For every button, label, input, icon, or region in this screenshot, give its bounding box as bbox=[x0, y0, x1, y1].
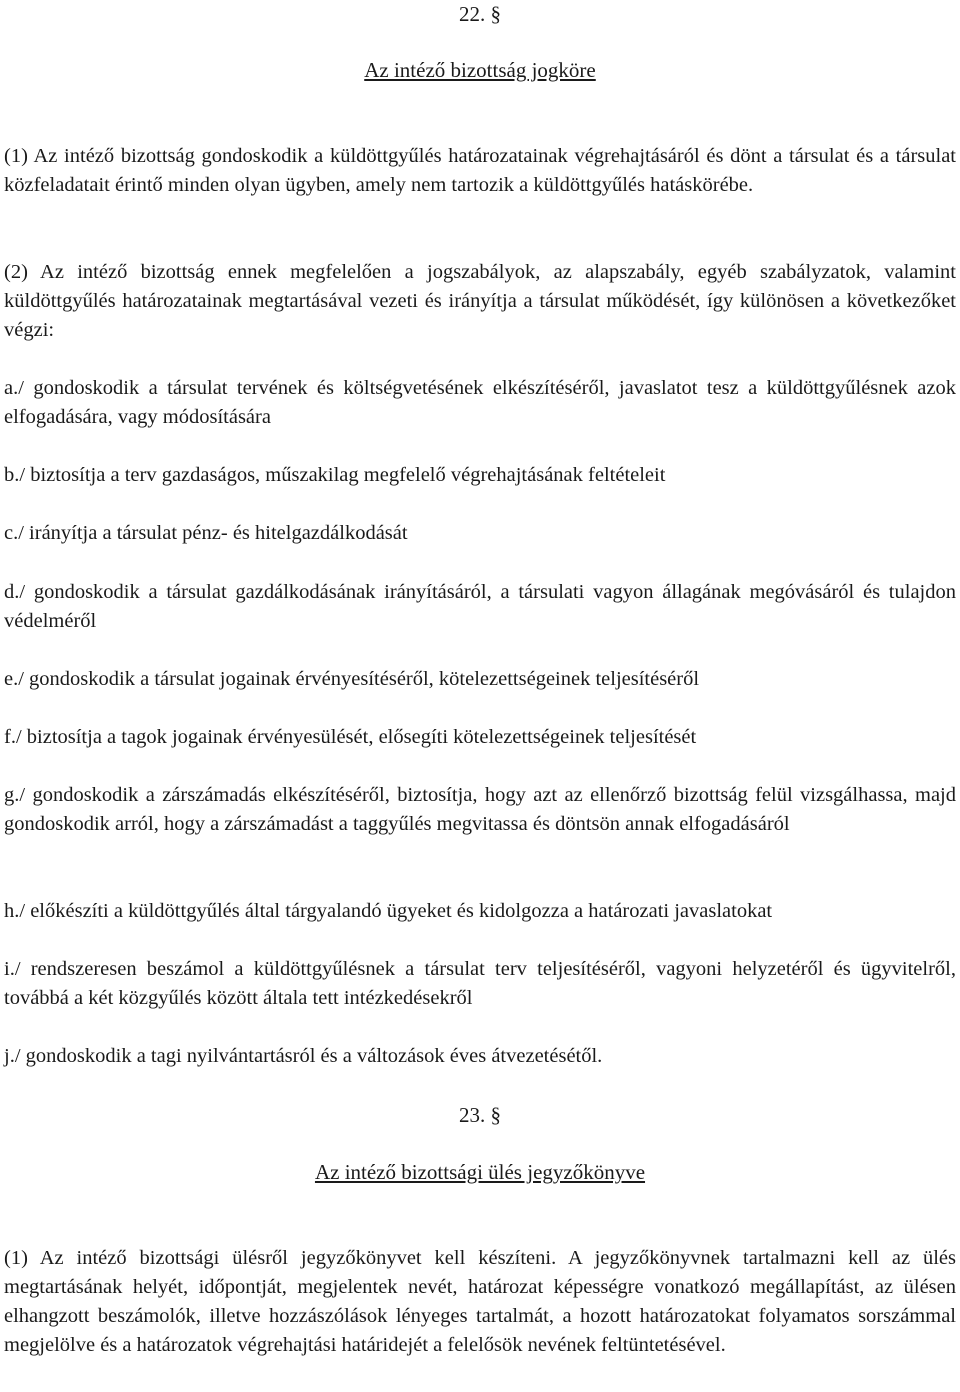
section-23-number: 23. § bbox=[459, 1103, 501, 1127]
list-item-g: g./ gondoskodik a zárszámadás elkészítéséről, biztosítja, hogy azt az ellenőrző bizottság felül vizsgálhassa, majd gondoskodik arról, hogy a zárszámadást a taggyűlés megvitassa és döntsön annak elfogadásáról bbox=[4, 784, 956, 835]
list-item-e: e./ gondoskodik a társulat jogainak érvényesítéséről, kötelezettségeinek teljesítéséről bbox=[4, 668, 700, 690]
section-23-paragraph-1: (1) Az intéző bizottsági ülésről jegyzőkönyvet kell készíteni. A jegyzőkönyvnek tartalmazni kell az ülés megtartásának helyét, időpontját, megjelentek nevét, határozat képességre vonatkozó megállapítást, az ülésen elhangzott beszámolók, illetve hozzászólások lényeges tartalmát, a hozott határozatokat folyamatos sorszámmal megjelölve és a határozatok végrehajtási határidejét a felelősök nevének feltüntetésével. bbox=[4, 1247, 956, 1356]
list-item-a: a./ gondoskodik a társulat tervének és költségvetésének elkészítéséről, javaslatot tesz a küldöttgyűlésnek azok elfogadására, vagy módosítására bbox=[4, 377, 956, 428]
section-23-title: Az intéző bizottsági ülés jegyzőkönyve bbox=[314, 1160, 646, 1184]
list-item-j: j./ gondoskodik a tagi nyilvántartásról és a változások éves átvezetésétől. bbox=[4, 1045, 603, 1067]
list-item-i: i./ rendszeresen beszámol a küldöttgyűlésnek a társulat terv teljesítéséről, vagyoni helyzetéről és ügyvitelről, továbbá a két közgyűlés között általa tett intézkedésekről bbox=[4, 958, 956, 1009]
list-item-f: f./ biztosítja a tagok jogainak érvényesülését, elősegíti kötelezettségeinek teljesítését bbox=[4, 726, 697, 748]
list-item-h: h./ előkészíti a küldöttgyűlés által tárgyalandó ügyeket és kidolgozza a határozati javaslatokat bbox=[4, 900, 773, 922]
section-22-paragraph-1: (1) Az intéző bizottság gondoskodik a küldöttgyűlés határozatainak végrehajtásáról és dönt a társulat és a társulat közfeladatait érintő minden olyan ügyben, amely nem tartozik a küldöttgyűlés hatáskörébe. bbox=[4, 145, 956, 196]
section-22-number: 22. § bbox=[459, 2, 501, 26]
section-22-title: Az intéző bizottság jogköre bbox=[364, 58, 596, 82]
list-item-b: b./ biztosítja a terv gazdaságos, műszakilag megfelelő végrehajtásának feltételeit bbox=[4, 464, 666, 486]
section-22-paragraph-2: (2) Az intéző bizottság ennek megfelelően a jogszabályok, az alapszabály, egyéb szabályzatok, valamint küldöttgyűlés határozatainak megtartásával vezeti és irányítja a társulat működését, így különösen a következőket végzi: bbox=[4, 261, 956, 341]
list-item-c: c./ irányítja a társulat pénz- és hitelgazdálkodását bbox=[4, 522, 408, 544]
list-item-d: d./ gondoskodik a társulat gazdálkodásának irányításáról, a társulati vagyon állagának megóvásáról és tulajdon védelméről bbox=[4, 581, 956, 632]
